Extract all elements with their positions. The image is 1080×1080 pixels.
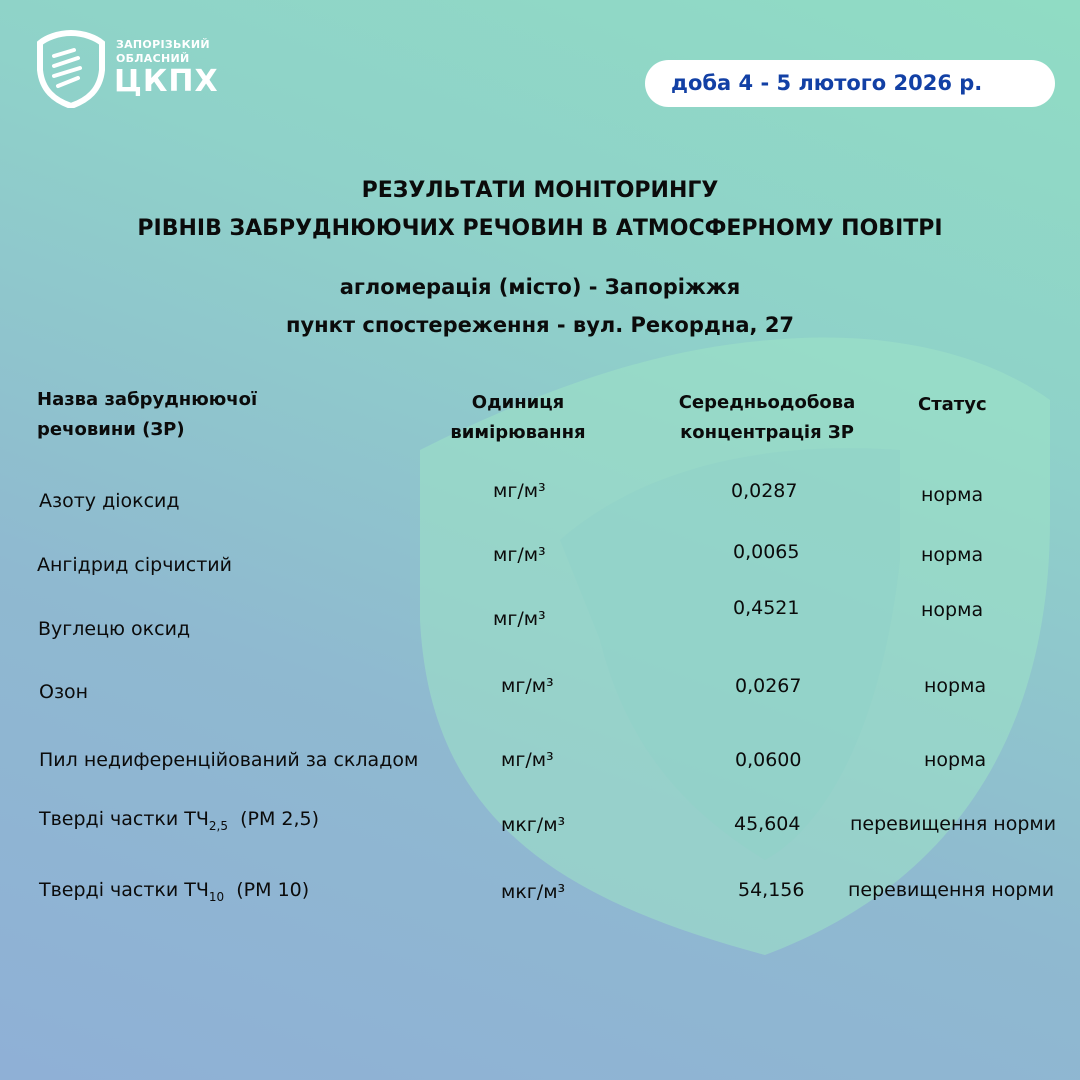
row-status: перевищення норми (850, 813, 1057, 835)
row-name: Пил недиференційований за складом (39, 749, 419, 771)
header-unit-line2: вимірювання (450, 422, 586, 443)
row-unit: мкг/м³ (501, 881, 566, 903)
row-value: 0,0287 (731, 480, 798, 502)
row-status: перевищення норми (848, 879, 1055, 901)
location-info (0, 268, 1080, 344)
row-status: норма (924, 749, 987, 771)
row-name-subscript: 10 (208, 889, 225, 904)
row-name: Озон (39, 681, 89, 703)
header-concentration (672, 388, 862, 448)
header-conc-line1: Середньодобова (678, 392, 856, 413)
agglomeration-label: агломерація (місто) - Запоріжжя (339, 275, 741, 299)
row-value: 0,0065 (733, 541, 800, 563)
header-unit (447, 388, 589, 448)
shield-logo-icon (36, 30, 106, 108)
row-name: Вуглецю оксид (38, 618, 191, 640)
row-value: 0,0267 (735, 675, 802, 697)
row-name-suffix: (PM 10) (236, 879, 310, 901)
row-unit: мг/м³ (501, 749, 554, 771)
row-value: 45,604 (734, 813, 801, 835)
row-unit: мг/м³ (493, 480, 546, 502)
header-conc-line2: концентрація ЗР (680, 422, 854, 443)
date-badge: доба 4 - 5 лютого 2026 р. (645, 60, 1055, 107)
header-name-line1: Назва забруднюючої (37, 389, 258, 410)
header-substance-name (37, 385, 257, 445)
row-name-prefix: Тверді частки ТЧ (39, 879, 209, 901)
brand-line2: ОБЛАСНИЙ (116, 52, 190, 65)
row-name-pm25 (39, 808, 319, 833)
row-unit: мг/м³ (493, 544, 546, 566)
row-name-subscript: 2,5 (208, 818, 228, 833)
row-value: 0,4521 (733, 597, 800, 619)
brand-name: ЦКПХ (114, 64, 219, 99)
row-unit: мг/м³ (493, 608, 546, 630)
row-unit: мкг/м³ (501, 814, 566, 836)
station-label: пункт спостереження - вул. Рекордна, 27 (285, 313, 795, 337)
header-status: Статус (918, 394, 987, 415)
row-name: Ангідрид сірчистий (37, 554, 232, 576)
row-status: норма (921, 484, 984, 506)
brand-caption (116, 38, 210, 66)
header-unit-line1: Одиниця (471, 392, 565, 413)
row-value: 0,0600 (735, 749, 802, 771)
brand-line1: ЗАПОРІЗЬКИЙ (116, 38, 210, 51)
row-value: 54,156 (738, 879, 805, 901)
row-unit: мг/м³ (501, 675, 554, 697)
row-name-pm10 (39, 879, 309, 904)
row-name: Азоту діоксид (39, 490, 180, 512)
header-name-line2: речовини (ЗР) (37, 419, 185, 440)
row-status: норма (921, 599, 984, 621)
row-name-prefix: Тверді частки ТЧ (39, 808, 209, 830)
row-name-suffix: (PM 2,5) (240, 808, 320, 830)
row-status: норма (921, 544, 984, 566)
page-title (0, 172, 1080, 248)
title-line2: РІВНІВ ЗАБРУДНЮЮЧИХ РЕЧОВИН В АТМОСФЕРНОМУ ПОВІТРІ (137, 216, 943, 241)
row-status: норма (924, 675, 987, 697)
title-line1: РЕЗУЛЬТАТИ МОНІТОРИНГУ (361, 178, 719, 203)
